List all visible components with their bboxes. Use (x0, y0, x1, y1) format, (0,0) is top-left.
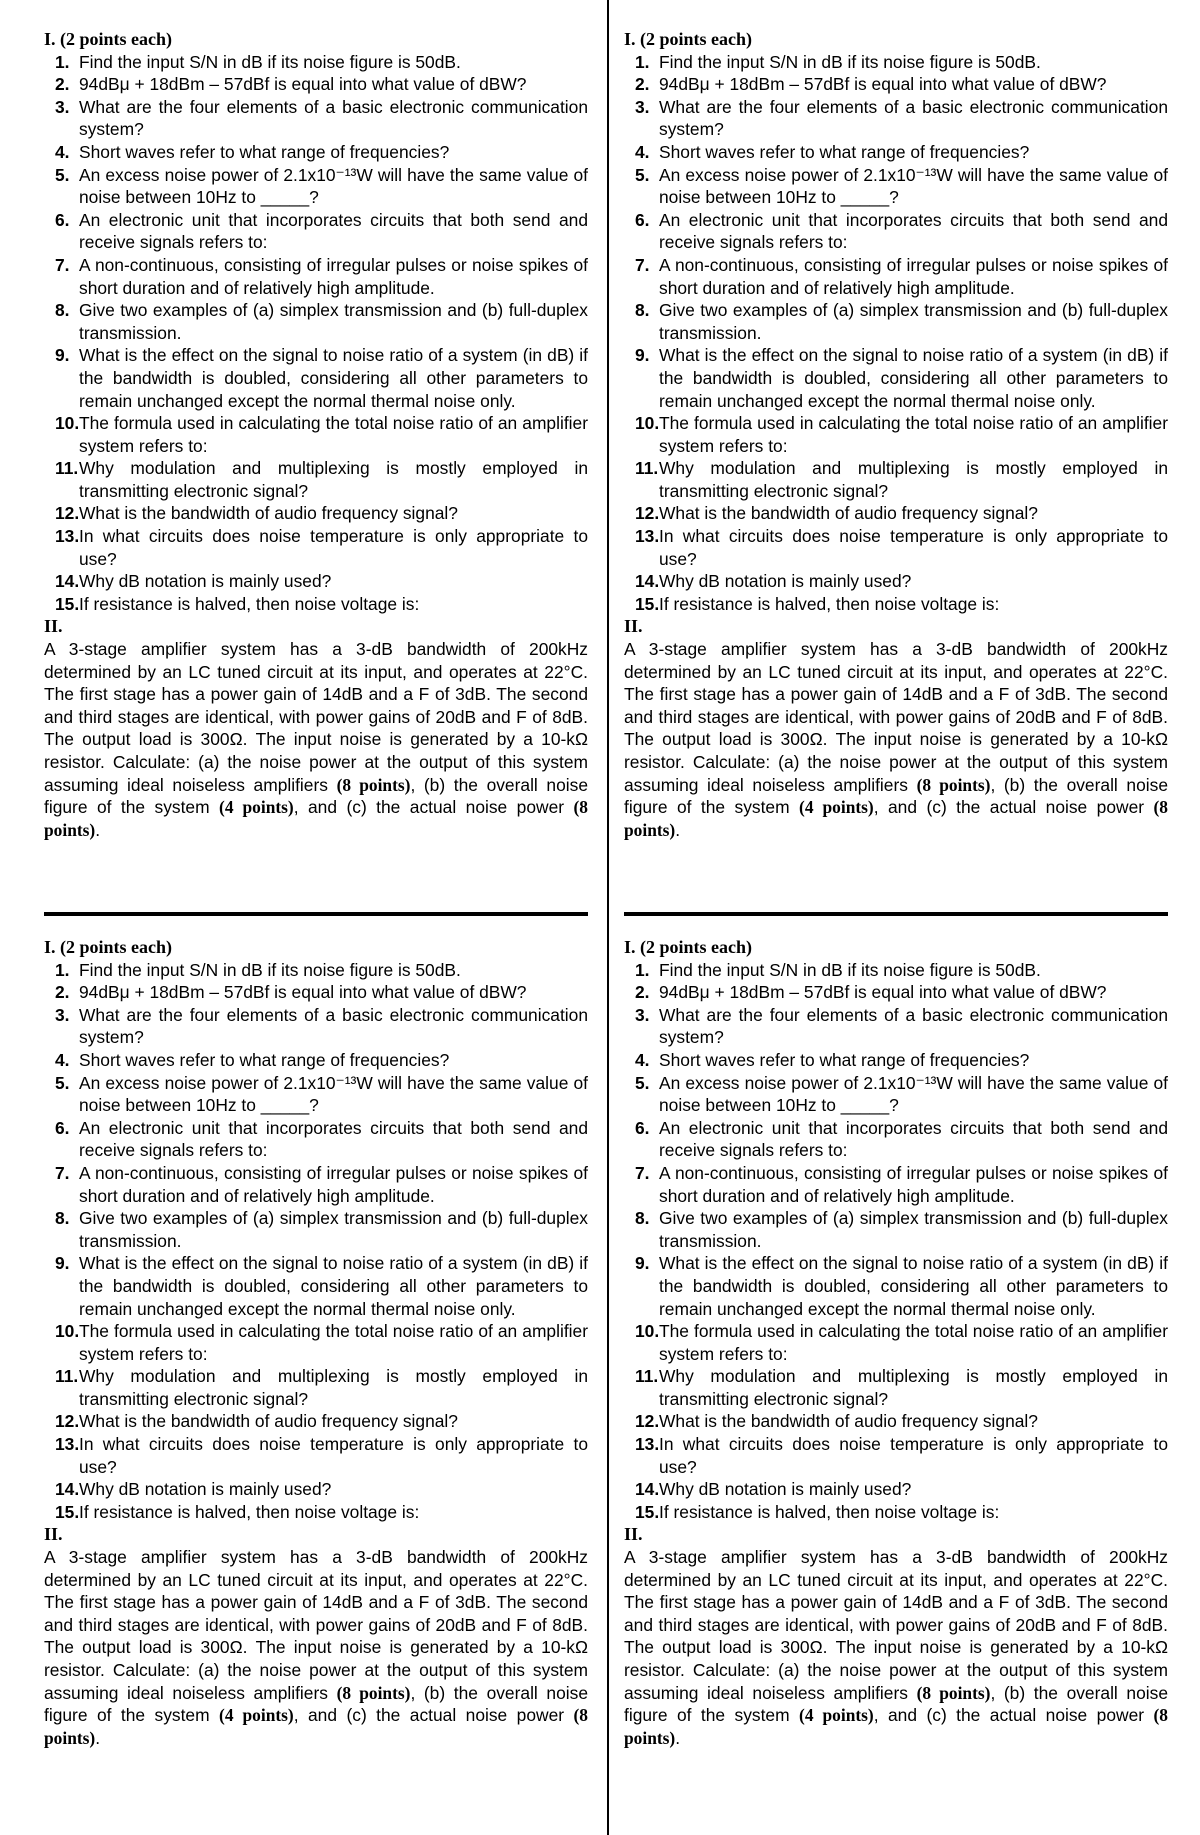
question-item (44, 96, 588, 141)
question-text: In what circuits does noise temperature is only appropriate to use? (79, 526, 588, 569)
question-number: 2. (635, 982, 650, 1003)
question-text: What is the effect on the signal to noise ratio of a system (in dB) if the bandwidth is doubled, considering all other parameters to remain unchanged except the normal thermal noise only. (659, 345, 1168, 411)
section-2-heading: II. (44, 616, 63, 637)
question-item (44, 502, 588, 525)
problem-text: , (b) the overall noise figure of the system (624, 774, 1168, 818)
points-label: (8 points) (44, 797, 588, 840)
question-item (624, 1117, 1168, 1162)
question-text: A non-continuous, consisting of irregular pulses or noise spikes of short duration and of relatively high amplitude. (659, 1162, 1168, 1206)
question-item (624, 164, 1168, 209)
question-item (44, 209, 588, 254)
problem-paragraph (624, 638, 1168, 841)
question-text: An electronic unit that incorporates circuits that both send and receive signals refers to: (659, 209, 1168, 253)
question-item (624, 1433, 1168, 1478)
question-number: 6. (55, 1117, 70, 1138)
section-2-heading: II. (624, 616, 643, 637)
question-text: 94dBμ + 18dBm – 57dBf is equal into what value of dBW? (79, 74, 527, 95)
question-number: 1. (635, 51, 650, 72)
problem-text: . (95, 1727, 101, 1748)
question-text: A non-continuous, consisting of irregular pulses or noise spikes of short duration and of relatively high amplitude. (659, 254, 1168, 298)
question-item (44, 51, 588, 74)
horizontal-rule-right (624, 912, 1168, 916)
question-number: 5. (635, 1072, 650, 1093)
question-number: 7. (635, 1162, 650, 1183)
question-number: 3. (55, 96, 70, 117)
question-item (624, 1252, 1168, 1320)
question-item (624, 1004, 1168, 1049)
question-item (624, 299, 1168, 344)
question-text: Find the input S/N in dB if its noise figure is 50dB. (659, 959, 1041, 980)
problem-paragraph (624, 1546, 1168, 1749)
question-item (44, 254, 588, 299)
question-text: If resistance is halved, then noise voltage is: (79, 1501, 420, 1522)
question-number: 7. (55, 254, 70, 275)
question-item (44, 1162, 588, 1207)
question-list (44, 959, 588, 1524)
question-item (44, 1365, 588, 1410)
question-number: 4. (635, 141, 650, 162)
question-number: 9. (55, 345, 70, 366)
question-number: 1. (55, 959, 70, 980)
problem-text: . (95, 819, 101, 840)
question-number: 3. (635, 1004, 650, 1025)
question-number: 6. (635, 209, 650, 230)
question-number: 1. (635, 959, 650, 980)
question-list (624, 51, 1168, 616)
question-text: If resistance is halved, then noise voltage is: (659, 1501, 1000, 1522)
problem-text: , (b) the overall noise figure of the system (44, 1682, 588, 1726)
question-number: 3. (55, 1004, 70, 1025)
question-item (624, 1410, 1168, 1433)
question-text: What are the four elements of a basic electronic communication system? (659, 1004, 1168, 1048)
question-item (624, 209, 1168, 254)
points-label: (8 points) (624, 797, 1168, 840)
points-label: (4 points) (799, 797, 874, 818)
question-text: An excess noise power of 2.1x10⁻¹³W will have the same value of noise between 10Hz to _____? (79, 1072, 588, 1116)
question-text: The formula used in calculating the total noise ratio of an amplifier system refers to: (659, 413, 1168, 456)
question-text: If resistance is halved, then noise voltage is: (659, 593, 1000, 614)
question-number: 10. (635, 1321, 660, 1342)
question-item (44, 412, 588, 457)
question-item (624, 1049, 1168, 1072)
question-number: 1. (55, 51, 70, 72)
question-number: 9. (635, 345, 650, 366)
question-text: If resistance is halved, then noise voltage is: (79, 593, 420, 614)
question-number: 5. (55, 164, 70, 185)
problem-text: , and (c) the actual noise power (873, 797, 1145, 818)
question-number: 14. (635, 1479, 660, 1500)
question-text: In what circuits does noise temperature is only appropriate to use? (79, 1434, 588, 1477)
question-item (624, 502, 1168, 525)
question-item (624, 1320, 1168, 1365)
question-number: 12. (55, 503, 80, 524)
question-item (44, 981, 588, 1004)
question-item (624, 254, 1168, 299)
question-item (44, 959, 588, 982)
problem-text: A 3-stage amplifier system has a 3-dB bandwidth of 200kHz determined by an LC tuned circuit at its input, and operates at 22°C. The first stage has a power gain of 14dB and a F of 3dB. The second and third stages are identical, with power gains of 20dB and F of 8dB. The output load is 300Ω. The input noise is generated by a 10-kΩ resistor. Calculate: (a) the noise power at the output of this system assuming ideal noiseless amplifiers (44, 1547, 588, 1703)
question-item (44, 1072, 588, 1117)
question-number: 12. (635, 1411, 660, 1432)
question-text: The formula used in calculating the total noise ratio of an amplifier system refers to: (79, 413, 588, 456)
question-number: 11. (635, 458, 659, 479)
question-item (624, 412, 1168, 457)
question-list (44, 51, 588, 616)
question-text: What is the bandwidth of audio frequency signal? (659, 1411, 1038, 1432)
problem-text: A 3-stage amplifier system has a 3-dB bandwidth of 200kHz determined by an LC tuned circuit at its input, and operates at 22°C. The first stage has a power gain of 14dB and a F of 3dB. The second and third stages are identical, with power gains of 20dB and F of 8dB. The output load is 300Ω. The input noise is generated by a 10-kΩ resistor. Calculate: (a) the noise power at the output of this system assuming ideal noiseless amplifiers (624, 1547, 1168, 1703)
question-text: In what circuits does noise temperature is only appropriate to use? (659, 1434, 1168, 1477)
question-number: 15. (635, 1501, 660, 1522)
problem-paragraph (44, 638, 588, 841)
question-text: Short waves refer to what range of frequencies? (659, 1049, 1030, 1070)
question-number: 14. (635, 571, 660, 592)
question-text: Give two examples of (a) simplex transmission and (b) full-duplex transmission. (659, 300, 1168, 343)
question-item (624, 96, 1168, 141)
question-number: 5. (635, 164, 650, 185)
question-text: Short waves refer to what range of frequencies? (659, 141, 1030, 162)
question-number: 2. (55, 982, 70, 1003)
question-text: Why dB notation is mainly used? (659, 571, 912, 592)
section-2-heading: II. (44, 1524, 63, 1545)
question-text: Why dB notation is mainly used? (659, 1479, 912, 1500)
question-number: 10. (635, 413, 660, 434)
problem-paragraph (44, 1546, 588, 1749)
question-number: 8. (635, 1208, 650, 1229)
question-item (44, 344, 588, 412)
question-item (44, 1320, 588, 1365)
question-number: 4. (55, 141, 70, 162)
question-text: 94dBμ + 18dBm – 57dBf is equal into what value of dBW? (79, 982, 527, 1003)
question-text: Find the input S/N in dB if its noise figure is 50dB. (659, 51, 1041, 72)
question-number: 13. (55, 1434, 80, 1455)
question-list (624, 959, 1168, 1524)
question-text: What is the bandwidth of audio frequency signal? (79, 503, 458, 524)
question-text: What are the four elements of a basic electronic communication system? (659, 96, 1168, 140)
section-2-heading: II. (624, 1524, 643, 1545)
section-1-heading: I. (2 points each) (624, 937, 753, 957)
problem-text: A 3-stage amplifier system has a 3-dB bandwidth of 200kHz determined by an LC tuned circuit at its input, and operates at 22°C. The first stage has a power gain of 14dB and a F of 3dB. The second and third stages are identical, with power gains of 20dB and F of 8dB. The output load is 300Ω. The input noise is generated by a 10-kΩ resistor. Calculate: (a) the noise power at the output of this system assuming ideal noiseless amplifiers (44, 639, 588, 795)
question-number: 4. (55, 1049, 70, 1070)
problem-text: , and (c) the actual noise power (293, 797, 565, 818)
horizontal-rule-left (44, 912, 588, 916)
vertical-divider (607, 0, 609, 1835)
question-item (624, 1501, 1168, 1524)
question-item (44, 593, 588, 616)
question-number: 8. (55, 300, 70, 321)
section-1-heading: I. (2 points each) (44, 937, 173, 957)
quiz-copy-bottom-right (624, 936, 1168, 1749)
points-label: (8 points) (336, 1682, 411, 1703)
question-item (44, 1049, 588, 1072)
question-item (624, 1478, 1168, 1501)
question-number: 9. (635, 1253, 650, 1274)
question-item (624, 525, 1168, 570)
points-label: (4 points) (219, 1705, 294, 1726)
question-text: Give two examples of (a) simplex transmission and (b) full-duplex transmission. (79, 1208, 588, 1251)
points-label: (8 points) (916, 774, 991, 795)
question-text: Find the input S/N in dB if its noise figure is 50dB. (79, 959, 461, 980)
question-text: A non-continuous, consisting of irregular pulses or noise spikes of short duration and of relatively high amplitude. (79, 1162, 588, 1206)
problem-text: , (b) the overall noise figure of the system (624, 1682, 1168, 1726)
question-number: 6. (55, 209, 70, 230)
question-item (44, 1501, 588, 1524)
question-item (624, 141, 1168, 164)
question-number: 7. (635, 254, 650, 275)
question-item (44, 1433, 588, 1478)
question-item (44, 299, 588, 344)
question-text: Give two examples of (a) simplex transmission and (b) full-duplex transmission. (659, 1208, 1168, 1251)
question-item (44, 457, 588, 502)
question-item (44, 570, 588, 593)
question-text: Why modulation and multiplexing is mostly employed in transmitting electronic signal? (79, 1366, 588, 1409)
question-text: Why modulation and multiplexing is mostly employed in transmitting electronic signal? (659, 458, 1168, 501)
question-item (44, 1207, 588, 1252)
question-number: 8. (635, 300, 650, 321)
question-number: 8. (55, 1208, 70, 1229)
question-text: An electronic unit that incorporates circuits that both send and receive signals refers to: (79, 1117, 588, 1161)
question-item (624, 51, 1168, 74)
question-text: An electronic unit that incorporates circuits that both send and receive signals refers to: (659, 1117, 1168, 1161)
question-item (44, 141, 588, 164)
question-number: 10. (55, 413, 80, 434)
question-item (624, 457, 1168, 502)
question-item (624, 981, 1168, 1004)
question-item (624, 344, 1168, 412)
problem-text: , (b) the overall noise figure of the system (44, 774, 588, 818)
section-1-heading: I. (2 points each) (44, 29, 173, 49)
question-text: Why modulation and multiplexing is mostly employed in transmitting electronic signal? (659, 1366, 1168, 1409)
question-text: 94dBμ + 18dBm – 57dBf is equal into what value of dBW? (659, 982, 1107, 1003)
question-text: What is the bandwidth of audio frequency signal? (79, 1411, 458, 1432)
question-text: The formula used in calculating the total noise ratio of an amplifier system refers to: (659, 1321, 1168, 1364)
question-number: 9. (55, 1253, 70, 1274)
problem-text: A 3-stage amplifier system has a 3-dB bandwidth of 200kHz determined by an LC tuned circuit at its input, and operates at 22°C. The first stage has a power gain of 14dB and a F of 3dB. The second and third stages are identical, with power gains of 20dB and F of 8dB. The output load is 300Ω. The input noise is generated by a 10-kΩ resistor. Calculate: (a) the noise power at the output of this system assuming ideal noiseless amplifiers (624, 639, 1168, 795)
question-text: An electronic unit that incorporates circuits that both send and receive signals refers to: (79, 209, 588, 253)
problem-text: , and (c) the actual noise power (293, 1705, 565, 1726)
question-item (44, 73, 588, 96)
question-item (44, 1252, 588, 1320)
question-text: A non-continuous, consisting of irregular pulses or noise spikes of short duration and of relatively high amplitude. (79, 254, 588, 298)
question-text: Short waves refer to what range of frequencies? (79, 1049, 450, 1070)
question-number: 13. (635, 526, 660, 547)
question-item (624, 1365, 1168, 1410)
question-number: 13. (635, 1434, 660, 1455)
question-text: The formula used in calculating the total noise ratio of an amplifier system refers to: (79, 1321, 588, 1364)
section-1-heading: I. (2 points each) (624, 29, 753, 49)
question-item (624, 593, 1168, 616)
question-text: Why dB notation is mainly used? (79, 1479, 332, 1500)
points-label: (4 points) (219, 797, 294, 818)
question-number: 11. (55, 1366, 79, 1387)
question-number: 6. (635, 1117, 650, 1138)
question-number: 2. (55, 74, 70, 95)
question-text: An excess noise power of 2.1x10⁻¹³W will have the same value of noise between 10Hz to _____? (79, 164, 588, 208)
question-text: In what circuits does noise temperature is only appropriate to use? (659, 526, 1168, 569)
question-number: 2. (635, 74, 650, 95)
question-text: What is the bandwidth of audio frequency signal? (659, 503, 1038, 524)
question-number: 12. (635, 503, 660, 524)
question-item (44, 1117, 588, 1162)
question-text: Why dB notation is mainly used? (79, 571, 332, 592)
question-item (624, 1207, 1168, 1252)
question-number: 13. (55, 526, 80, 547)
question-text: 94dBμ + 18dBm – 57dBf is equal into what value of dBW? (659, 74, 1107, 95)
question-text: An excess noise power of 2.1x10⁻¹³W will have the same value of noise between 10Hz to _____? (659, 1072, 1168, 1116)
question-item (44, 164, 588, 209)
points-label: (8 points) (624, 1705, 1168, 1748)
question-item (44, 1478, 588, 1501)
problem-text: , and (c) the actual noise power (873, 1705, 1145, 1726)
question-text: What are the four elements of a basic electronic communication system? (79, 1004, 588, 1048)
question-number: 11. (635, 1366, 659, 1387)
points-label: (8 points) (44, 1705, 588, 1748)
question-number: 11. (55, 458, 79, 479)
question-item (624, 1072, 1168, 1117)
question-number: 10. (55, 1321, 80, 1342)
question-item (624, 570, 1168, 593)
question-text: Short waves refer to what range of frequencies? (79, 141, 450, 162)
problem-text: . (675, 1727, 681, 1748)
question-text: What is the effect on the signal to noise ratio of a system (in dB) if the bandwidth is doubled, considering all other parameters to remain unchanged except the normal thermal noise only. (659, 1253, 1168, 1319)
question-text: Find the input S/N in dB if its noise figure is 50dB. (79, 51, 461, 72)
question-number: 14. (55, 1479, 80, 1500)
quiz-copy-bottom-left (44, 936, 588, 1749)
question-number: 15. (635, 593, 660, 614)
question-text: An excess noise power of 2.1x10⁻¹³W will have the same value of noise between 10Hz to _____? (659, 164, 1168, 208)
question-number: 12. (55, 1411, 80, 1432)
question-text: Why modulation and multiplexing is mostly employed in transmitting electronic signal? (79, 458, 588, 501)
question-number: 4. (635, 1049, 650, 1070)
points-label: (4 points) (799, 1705, 874, 1726)
points-label: (8 points) (336, 774, 411, 795)
question-number: 5. (55, 1072, 70, 1093)
question-item (44, 1004, 588, 1049)
question-item (624, 959, 1168, 982)
question-item (44, 525, 588, 570)
question-item (624, 1162, 1168, 1207)
quiz-copy-top-left (44, 28, 588, 841)
question-number: 7. (55, 1162, 70, 1183)
question-text: Give two examples of (a) simplex transmission and (b) full-duplex transmission. (79, 300, 588, 343)
question-text: What is the effect on the signal to noise ratio of a system (in dB) if the bandwidth is doubled, considering all other parameters to remain unchanged except the normal thermal noise only. (79, 1253, 588, 1319)
points-label: (8 points) (916, 1682, 991, 1703)
question-item (44, 1410, 588, 1433)
question-number: 15. (55, 1501, 80, 1522)
question-text: What are the four elements of a basic electronic communication system? (79, 96, 588, 140)
question-number: 15. (55, 593, 80, 614)
quiz-copy-top-right (624, 28, 1168, 841)
problem-text: . (675, 819, 681, 840)
question-number: 3. (635, 96, 650, 117)
question-item (624, 73, 1168, 96)
question-number: 14. (55, 571, 80, 592)
question-text: What is the effect on the signal to noise ratio of a system (in dB) if the bandwidth is doubled, considering all other parameters to remain unchanged except the normal thermal noise only. (79, 345, 588, 411)
